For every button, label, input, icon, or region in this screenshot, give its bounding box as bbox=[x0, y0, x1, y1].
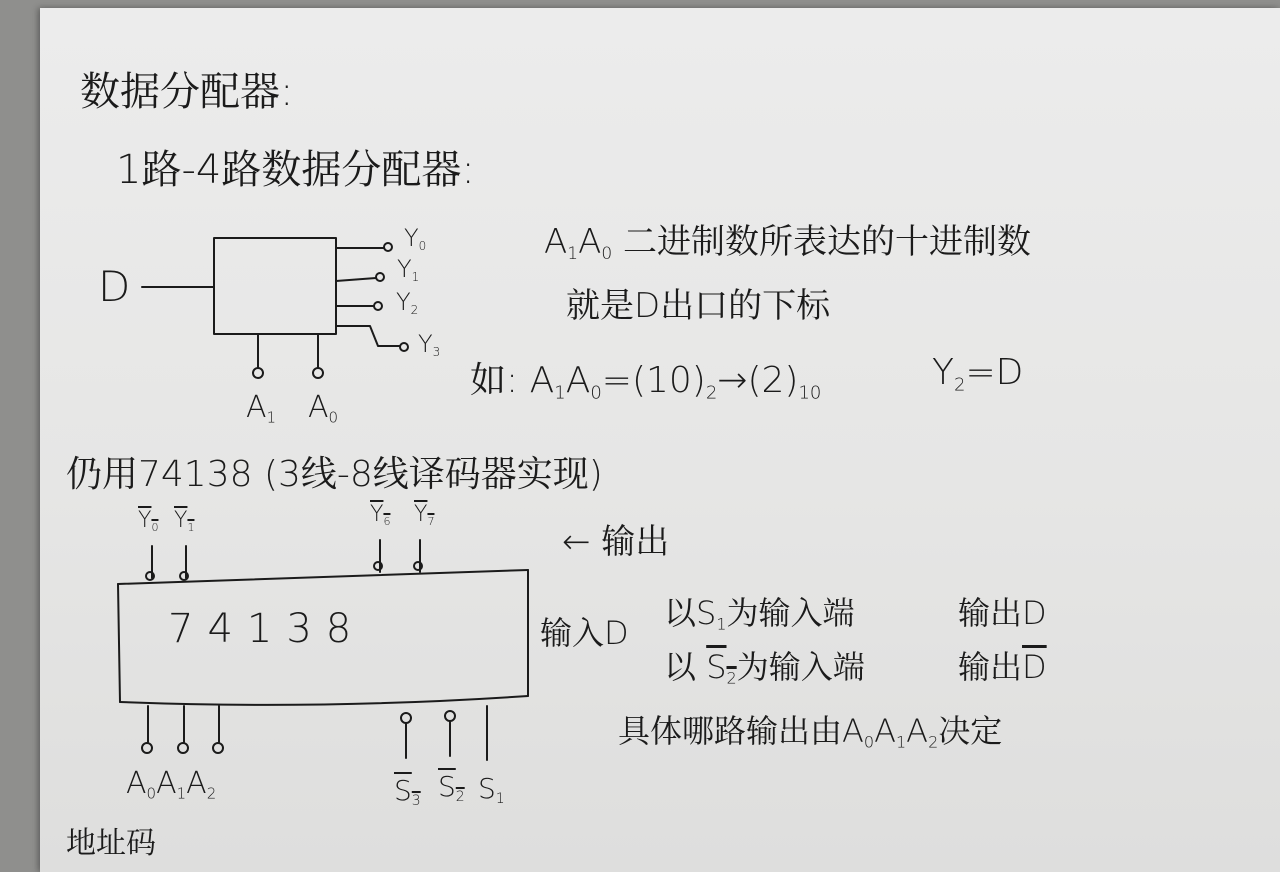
note-line-2: 就是D出口的下标 bbox=[566, 286, 831, 326]
note2-line-2-output: 输出$\overline{D}$ bbox=[958, 648, 1047, 686]
chip-heading: 仍用74138 (3线-8线译码器实现) bbox=[66, 454, 603, 495]
pin-label-y1: $Y_1$ bbox=[174, 508, 195, 534]
section-subtitle: 1路-4路数据分配器: bbox=[116, 147, 475, 193]
demux-select-bubble-a1 bbox=[253, 368, 263, 378]
pin-label-a-group: $A_0A_1A_2$ bbox=[126, 766, 217, 803]
demux-select-label-a0: $A_0$ bbox=[308, 390, 339, 427]
pin-a1-bubble bbox=[178, 743, 188, 753]
chip-input-label: 输入D bbox=[540, 614, 629, 652]
demux-out-line-1 bbox=[336, 278, 376, 281]
note2-line-3: 具体哪路输出由$A_0A_1A_2$决定 bbox=[618, 712, 1003, 752]
demux-select-bubble-a0 bbox=[313, 368, 323, 378]
chip-bottom-edge bbox=[120, 696, 528, 705]
pin-label-y7: $Y_7$ bbox=[414, 502, 435, 528]
chip-left-edge bbox=[118, 584, 120, 702]
pin-label-s1: $S_1$ bbox=[478, 772, 505, 807]
demux-output-label-3: $Y_3$ bbox=[418, 330, 441, 360]
pin-a2-bubble bbox=[213, 743, 223, 753]
address-code-label: 地址码 bbox=[66, 826, 156, 861]
page-title: 数据分配器: bbox=[80, 69, 294, 115]
demux-out-bubble-1 bbox=[376, 273, 384, 281]
demux-output-label-1: $Y_1$ bbox=[397, 255, 420, 285]
demux-output-label-2: $Y_2$ bbox=[396, 288, 419, 318]
pin-label-s3: $S_3$ bbox=[394, 774, 421, 809]
demux-out-bubble-2 bbox=[374, 302, 382, 310]
note2-line-1-output: 输出D bbox=[958, 594, 1047, 632]
demux-out-bubble-0 bbox=[384, 243, 392, 251]
pin-s2-bubble bbox=[445, 711, 455, 721]
chip-label: 74138 bbox=[168, 606, 366, 652]
example-line: 如: $A_1A_0=(10)_2\to(2)_{10}$ bbox=[470, 360, 822, 404]
demux-input-label: D bbox=[98, 262, 131, 311]
pin-label-s2: $S_2$ bbox=[438, 770, 465, 805]
example-result: $Y_2=D$ bbox=[932, 352, 1024, 396]
demux-box bbox=[214, 238, 336, 334]
pin-s3-bubble bbox=[401, 713, 411, 723]
pin-label-y6: $Y_6$ bbox=[370, 502, 391, 528]
pin-label-y0: $Y_0$ bbox=[138, 508, 159, 534]
note2-line-1: 以$S_1$为输入端 bbox=[664, 594, 855, 634]
note2-line-2: 以 $S_2$为输入端 bbox=[664, 648, 865, 688]
outputs-label: ← 输出 bbox=[562, 522, 670, 562]
pin-a0-bubble bbox=[142, 743, 152, 753]
demux-output-label-0: $Y_0$ bbox=[404, 224, 427, 254]
note-line-1: $A_1A_0$ 二进制数所表达的十进制数 bbox=[544, 222, 1031, 264]
demux-out-bubble-3 bbox=[400, 343, 408, 351]
demux-out-line-3 bbox=[336, 326, 400, 346]
demux-select-label-a1: $A_1$ bbox=[246, 390, 277, 427]
